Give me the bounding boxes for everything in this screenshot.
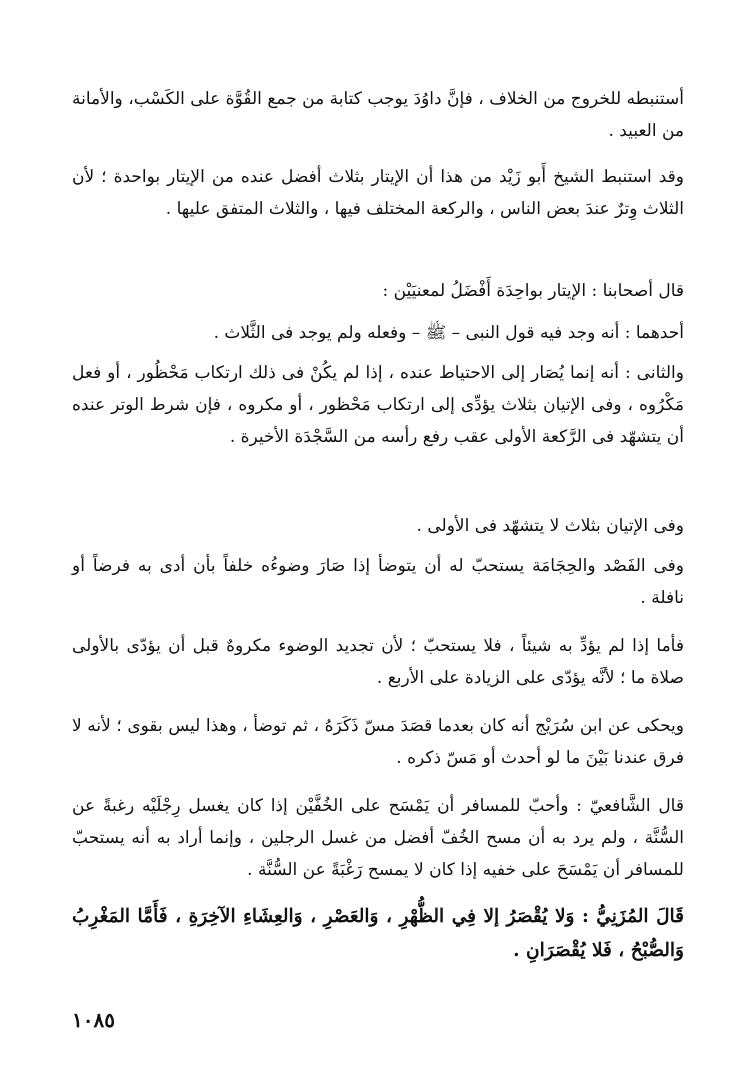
page-number: ١٠٨٥ xyxy=(72,1008,115,1032)
paragraph-8: فأما إذا لم يؤدِّ به شيئاً ، فلا يستحبّ ؛ لأن تجديد الوضوء مكروهٌ قبل أن يؤدّى بالأولى صلاة ما ؛ لأنَّه يؤدّى على الزيادة على الأربع . xyxy=(72,636,684,688)
paragraph-10: قال الشَّافعيّ : وأحبّ للمسافر أن يَمْسَح على الخُفَّيْن إذا كان يغسل رِجْلَيْه رغبةً عن السُّنَّة ، ولم يرد به أن مسح الخُفّ أفضل من غسل الرجلين ، وإنما أراد به أنه يستحبّ للمسافر أن يَمْسَحَ على خفيه إذا كان لا يمسح رَغْبَةً عن السُّنَّة . xyxy=(72,796,684,880)
paragraph-4: أحدهما : أنه وجد فيه قول النبى – ﷺ – وفعله ولم يوجد فى الثَّلاث . xyxy=(213,323,684,343)
paragraph-7: وفى الفَصْد والحِجَامَة يستحبّ له أن يتوضأ إذا صَارَ وضوءُه خلفاً بأن أدى به فرضاً أو نافلة . xyxy=(72,556,684,608)
paragraph-1: أستنبطه للخروج من الخلاف ، فإنَّ داوُدَ يوجب كتابة من جمع القُوَّة على الكَسْب، والأمانة من العبيد . xyxy=(72,89,684,141)
paragraph-6: وفى الإتيان بثلاث لا يتشهّد فى الأولى . xyxy=(416,516,684,536)
paragraph-5: والثانى : أنه إنما يُصَار إلى الاحتياط عنده ، إذا لم يكُنْ فى ذلك ارتكاب مَحْظُور ، أو فعل مَكْرُوه ، وفى الإتيان بثلاث يؤدِّى إلى ارتكاب مَحْظور ، أو مكروه ، فإن شرط الوتر عنده أن يتشهّد فى الرَّكعة الأولى عقب رفع رأسه من السَّجْدَة الأخيرة . xyxy=(72,363,684,447)
paragraph-3: قال أصحابنا : الإيتار بواحِدَة أَفْضَلُ لمعنيَيْن : xyxy=(382,281,684,301)
paragraph-9: ويحكى عن ابن سُرَيْج أنه كان بعدما قصَدَ مسّ ذَكَرَهُ ، ثم توضأ ، وهذا ليس بقوى ؛ لأنه لا فرق عندنا بَيْنَ ما لو أحدث أو مَسّ ذكره . xyxy=(72,716,684,768)
paragraph-2: وقد استنبط الشيخ أَبو زَيْد من هذا أن الإيتار بثلاث أفضل عنده من الإيتار بواحدة ؛ لأن الثلاث وِترٌ عندَ بعض الناس ، والركعة المختلف فيها ، والثلاث المتفق عليها . xyxy=(72,167,684,219)
muzani-quote-paragraph: قَالَ المُزَنِيُّ : وَلا يُقْصَرُ إلا فِي الظُّهْرِ ، وَالعَصْرِ ، وَالعِشَاءِ الآخِرَةِ ، فَأَمَّا المَغْرِبُ وَالصُّبْحُ ، فَلا يُقْصَرَانِ . xyxy=(72,906,684,961)
